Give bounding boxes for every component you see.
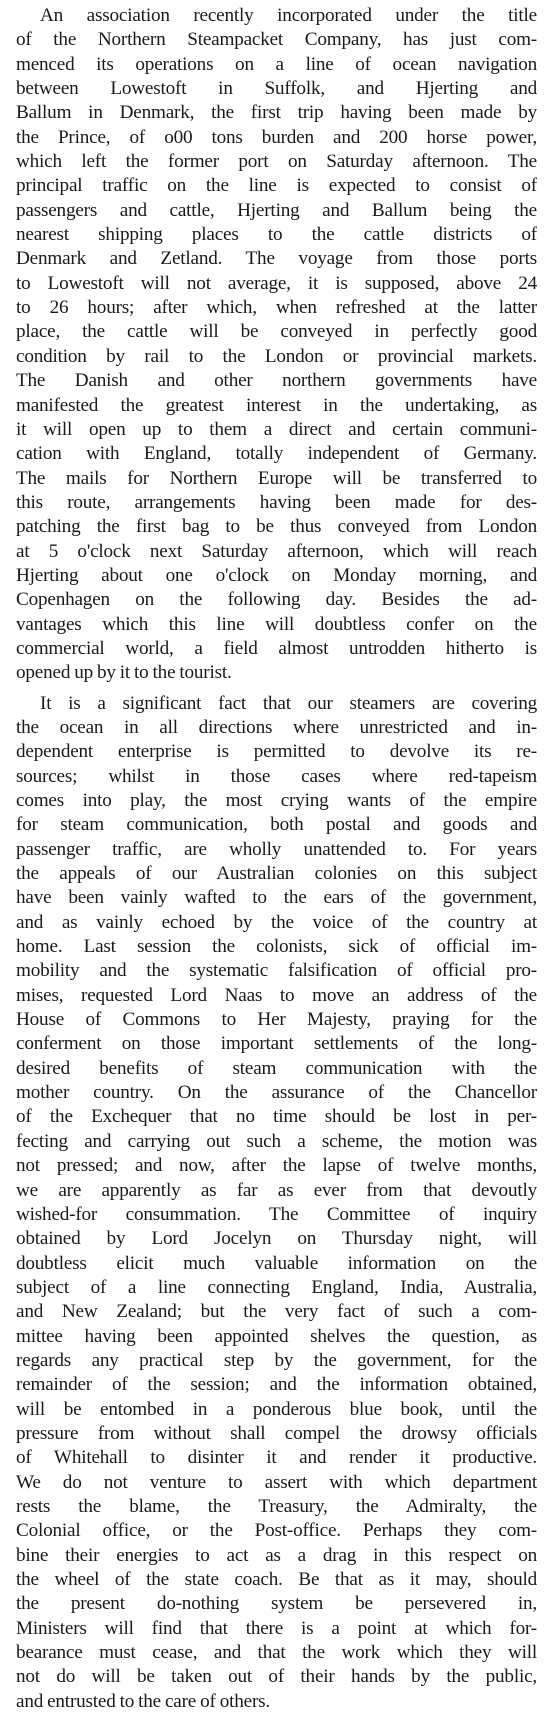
text-line: pressure from without shall compel the drowsy officials bbox=[16, 1422, 537, 1444]
text-line: to Lowestoft will not average, it is supposed, above 24 bbox=[16, 272, 537, 294]
text-line: between Lowestoft in Suffolk, and Hjerting and bbox=[16, 78, 537, 100]
text-line: opened up by it to the tourist. bbox=[16, 662, 232, 684]
text-line: wished-for consummation. The Committee of inquiry bbox=[16, 1203, 537, 1225]
text-line: of the Northern Steampacket Company, has just com- bbox=[16, 29, 537, 51]
text-line: and as vainly echoed by the voice of the country at bbox=[16, 911, 537, 933]
text-line: bearance must cease, and that the work which they will bbox=[16, 1642, 537, 1664]
text-line: have been vainly wafted to the ears of the government, bbox=[16, 887, 537, 909]
text-line: The mails for Northern Europe will be transferred to bbox=[16, 467, 537, 489]
text-line: we are apparently as far as ever from that devoutly bbox=[16, 1179, 537, 1201]
text-line: of the Exchequer that no time should be lost in per- bbox=[16, 1106, 537, 1128]
text-line: place, the cattle will be conveyed in perfectly good bbox=[16, 321, 537, 343]
text-line: for steam communication, both postal and goods and bbox=[16, 814, 537, 836]
text-line: Ballum in Denmark, the first trip having been made by bbox=[16, 102, 537, 124]
text-line: mother country. On the assurance of the Chancellor bbox=[16, 1082, 537, 1104]
text-line: of Whitehall to disinter it and render it productive. bbox=[16, 1447, 537, 1469]
text-line: the present do-nothing system be persevered in, bbox=[16, 1593, 537, 1615]
text-line: fecting and carrying out such a scheme, the motion was bbox=[16, 1130, 537, 1152]
text-line: dependent enterprise is permitted to devolve its re- bbox=[16, 741, 537, 763]
text-line: We do not venture to assert with which department bbox=[16, 1471, 537, 1493]
text-line: subject of a line connecting England, India, Australia, bbox=[16, 1276, 537, 1298]
text-line: cation with England, totally independent of Germany. bbox=[16, 443, 537, 465]
text-line: doubtless elicit much valuable information on the bbox=[16, 1252, 537, 1274]
text-line: conferment on those important settlements of the long- bbox=[16, 1033, 537, 1055]
text-line: vantages which this line will doubtless confer on the bbox=[16, 613, 537, 635]
text-line: comes into play, the most crying wants of the empire bbox=[16, 790, 537, 811]
text-line: not pressed; and now, after the lapse of twelve months, bbox=[16, 1155, 537, 1177]
text-line: manifested the greatest interest in the undertaking, as bbox=[16, 394, 537, 416]
text-line: sources; whilst in those cases where red-tapeism bbox=[16, 765, 537, 787]
text-line: not do will be taken out of their hands by the public, bbox=[16, 1666, 537, 1688]
text-line: It is a significant fact that our steamers are covering bbox=[40, 692, 537, 714]
text-line: commercial world, a field almost untrodden hitherto is bbox=[16, 637, 537, 659]
text-line: and entrusted to the care of others. bbox=[16, 1690, 270, 1712]
text-line: which left the former port on Saturday afternoon. The bbox=[16, 151, 537, 173]
text-line: remainder of the session; and the information obtained, bbox=[16, 1374, 537, 1396]
text-line: House of Commons to Her Majesty, praying for the bbox=[16, 1009, 537, 1031]
text-line: to 26 hours; after which, when refreshed at the latter bbox=[16, 297, 537, 319]
text-line: mittee having been appointed shelves the question, as bbox=[16, 1325, 537, 1347]
text-line: home. Last session the colonists, sick of official im- bbox=[16, 936, 537, 958]
text-line: nearest shipping places to the cattle districts of bbox=[16, 224, 537, 246]
text-line: at 5 o'clock next Saturday afternoon, which will reach bbox=[16, 540, 537, 562]
text-line: mises, requested Lord Naas to move an address of the bbox=[16, 984, 537, 1006]
article-paragraph bbox=[16, 692, 537, 1714]
text-line: this route, arrangements having been made for des- bbox=[16, 491, 537, 513]
text-line: the Prince, of o00 tons burden and 200 horse power, bbox=[16, 126, 537, 148]
text-line: menced its operations on a line of ocean navigation bbox=[16, 53, 537, 75]
text-line: Denmark and Zetland. The voyage from those ports bbox=[16, 248, 537, 270]
text-line: The Danish and other northern governments have bbox=[16, 370, 537, 392]
text-line: passenger traffic, are wholly unattended to. For years bbox=[16, 838, 537, 860]
text-line: it will open up to them a direct and certain communi- bbox=[16, 418, 537, 440]
text-line: principal traffic on the line is expected to consist of bbox=[16, 175, 537, 197]
text-line: obtained by Lord Jocelyn on Thursday night, will bbox=[16, 1228, 537, 1250]
text-line: bine their energies to act as a drag in this respect on bbox=[16, 1544, 537, 1566]
text-line: rests the blame, the Treasury, the Admiralty, the bbox=[16, 1495, 537, 1517]
text-line: condition by rail to the London or provincial markets. bbox=[16, 345, 537, 367]
text-line: the ocean in all directions where unrestricted and in- bbox=[16, 716, 537, 738]
text-line: and New Zealand; but the very fact of such a com- bbox=[16, 1301, 537, 1323]
text-line: An association recently incorporated under the title bbox=[40, 5, 537, 26]
text-line: the wheel of the state coach. Be that as it may, should bbox=[16, 1569, 537, 1590]
article-paragraph bbox=[16, 4, 537, 686]
text-line: Hjerting about one o'clock on Monday morning, and bbox=[16, 564, 537, 586]
text-line: passengers and cattle, Hjerting and Ballum being the bbox=[16, 199, 537, 221]
text-line: mobility and the systematic falsification of official pro- bbox=[16, 960, 537, 982]
text-line: Ministers will find that there is a point at which for- bbox=[16, 1617, 537, 1639]
text-line: patching the first bag to be thus conveyed from London bbox=[16, 516, 537, 538]
article-body bbox=[16, 4, 537, 1714]
text-line: desired benefits of steam communication with the bbox=[16, 1057, 537, 1079]
text-line: the appeals of our Australian colonies on this subject bbox=[16, 863, 537, 885]
text-line: regards any practical step by the government, for the bbox=[16, 1349, 537, 1371]
text-line: Copenhagen on the following day. Besides the ad- bbox=[16, 589, 537, 611]
text-line: Colonial office, or the Post-office. Perhaps they com- bbox=[16, 1520, 537, 1542]
text-line: will be entombed in a ponderous blue book, until the bbox=[16, 1398, 537, 1420]
